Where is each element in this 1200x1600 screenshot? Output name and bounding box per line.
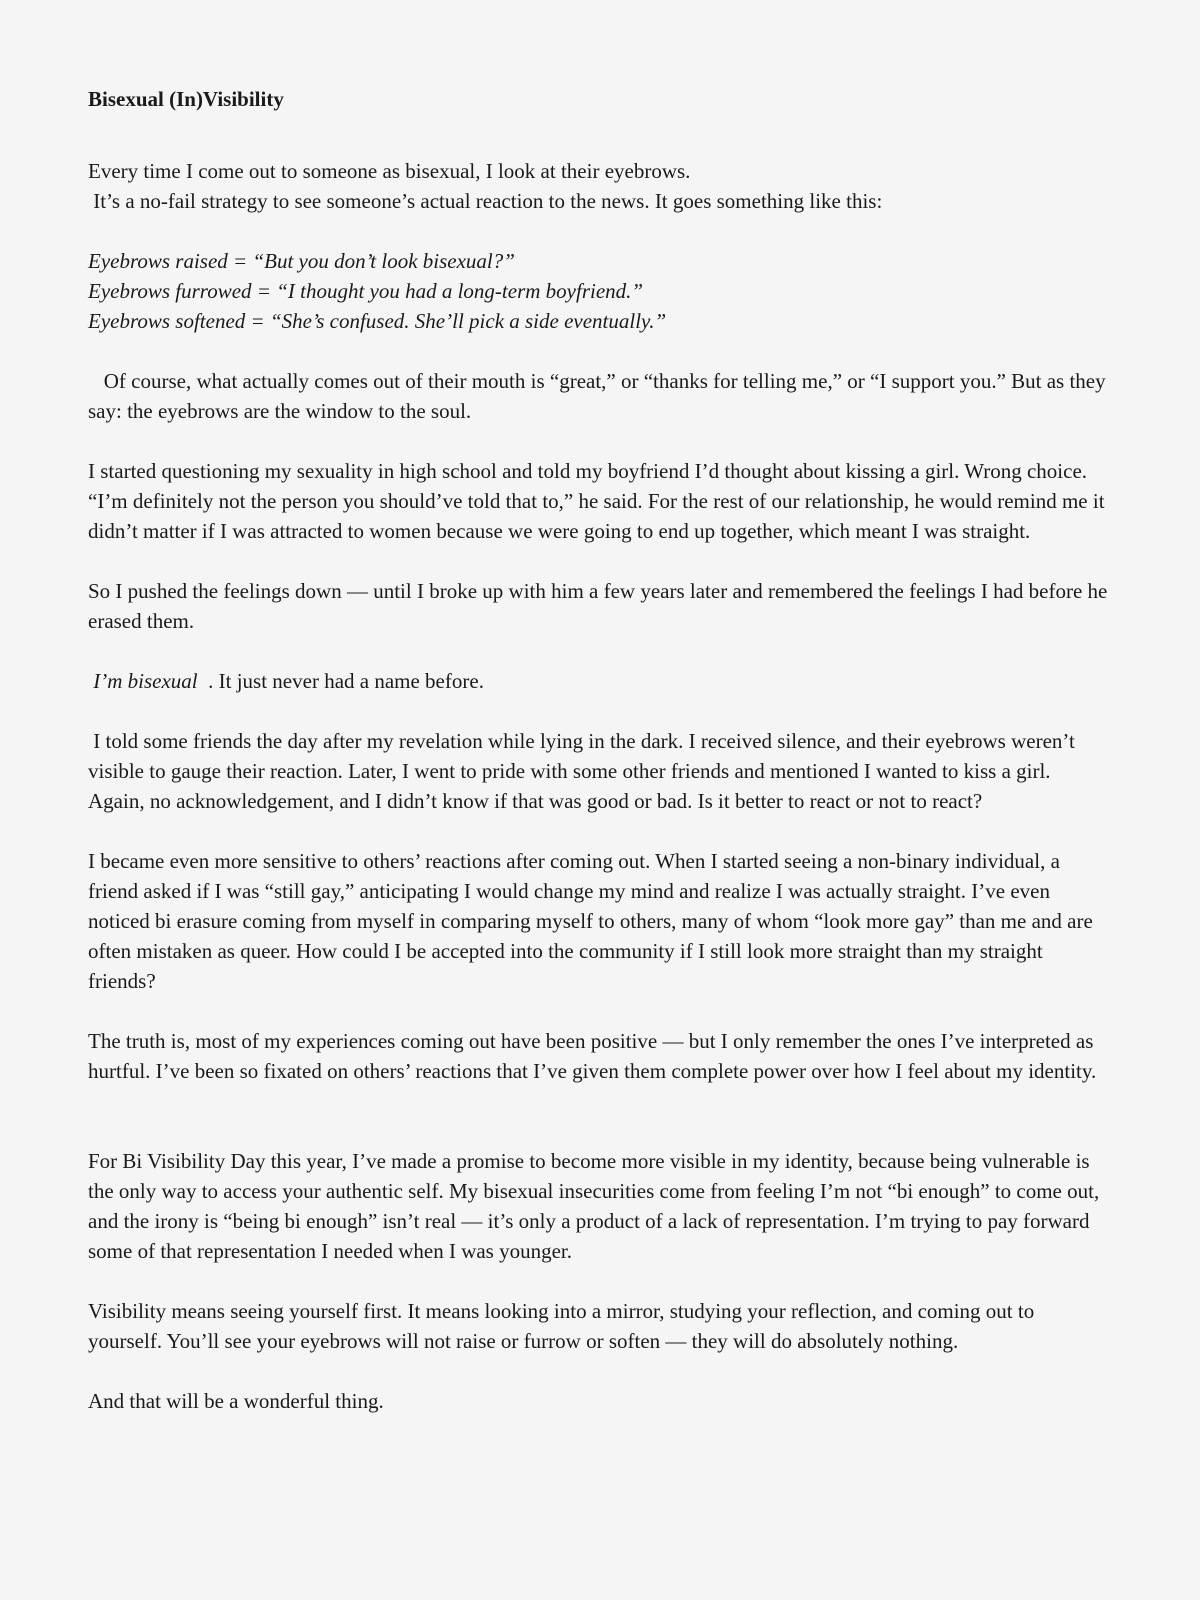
paragraph-wonderful: And that will be a wonderful thing.	[88, 1389, 384, 1413]
paragraph-told-friends: I told some friends the day after my revelation while lying in the dark. I received silence, and their eyebrows weren’t visible to gauge their reaction. Later, I went to pride with some other friends and mentioned I wanted to kiss a girl. Again, no acknowledgement, and I didn’t know if that was good or bad. Is it better to react or not to react?	[88, 729, 1081, 813]
eyebrow-softened: Eyebrows softened = “She’s confused. She’ll pick a side eventually.”	[88, 309, 667, 333]
paragraph-of-course: Of course, what actually comes out of their mouth is “great,” or “thanks for telling me,” or “I support you.” But as they say: the eyebrows are the window to the soul.	[88, 369, 1111, 423]
im-bisexual-italic: I’m bisexual	[88, 669, 198, 693]
paragraph-sensitive: I became even more sensitive to others’ reactions after coming out. When I started seeing a non-binary individual, a friend asked if I was “still gay,” anticipating I would change my mind and realize I was actually straight. I’ve even noticed bi erasure coming from myself in comparing myself to others, many of whom “look more gay” than me and are often mistaken as queer. How could I be accepted into the community if I still look more straight than my straight friends?	[88, 849, 1093, 993]
document-title: Bisexual (In)Visibility	[88, 87, 284, 111]
intro-line-2: It’s a no-fail strategy to see someone’s actual reaction to the news. It goes something like this:	[88, 189, 883, 213]
intro-line-1: Every time I come out to someone as bisexual, I look at their eyebrows.	[88, 159, 691, 183]
im-bisexual-rest: . It just never had a name before.	[197, 669, 484, 693]
eyebrow-furrowed: Eyebrows furrowed = “I thought you had a long-term boyfriend.”	[88, 279, 644, 303]
paragraph-visibility: Visibility means seeing yourself first. It means looking into a mirror, studying your reflection, and coming out to yourself. You’ll see your eyebrows will not raise or furrow or soften — they will do absolutely nothing.	[88, 1299, 1035, 1353]
eyebrow-raised: Eyebrows raised = “But you don’t look bisexual?”	[88, 249, 515, 273]
paragraph-im-bisexual	[88, 666, 1110, 696]
paragraph-high-school: I started questioning my sexuality in high school and told my boyfriend I’d thought about kissing a girl. Wrong choice. “I’m definitely not the person you should’ve told that to,” he said. For the rest of our relationship, he would remind me it didn’t matter if I was attracted to women because we were going to end up together, which meant I was straight.	[88, 459, 1105, 543]
paragraph-pushed-down: So I pushed the feelings down — until I broke up with him a few years later and remembered the feelings I had before he erased them.	[88, 579, 1108, 633]
paragraph-truth: The truth is, most of my experiences coming out have been positive — but I only remember the ones I’ve interpreted as hurtful. I’ve been so fixated on others’ reactions that I’ve given them complete power over how I feel about my identity.	[88, 1029, 1097, 1083]
intro	[88, 156, 1110, 216]
paragraph-bi-visibility-day: For Bi Visibility Day this year, I’ve made a promise to become more visible in my identity, because being vulnerable is the only way to access your authentic self. My bisexual insecurities come from feeling I’m not “bi enough” to come out, and the irony is “being bi enough” isn’t real — it’s only a product of a lack of representation. I’m trying to pay forward some of that representation I needed when I was younger.	[88, 1149, 1100, 1263]
eyebrow-list	[88, 246, 1110, 336]
